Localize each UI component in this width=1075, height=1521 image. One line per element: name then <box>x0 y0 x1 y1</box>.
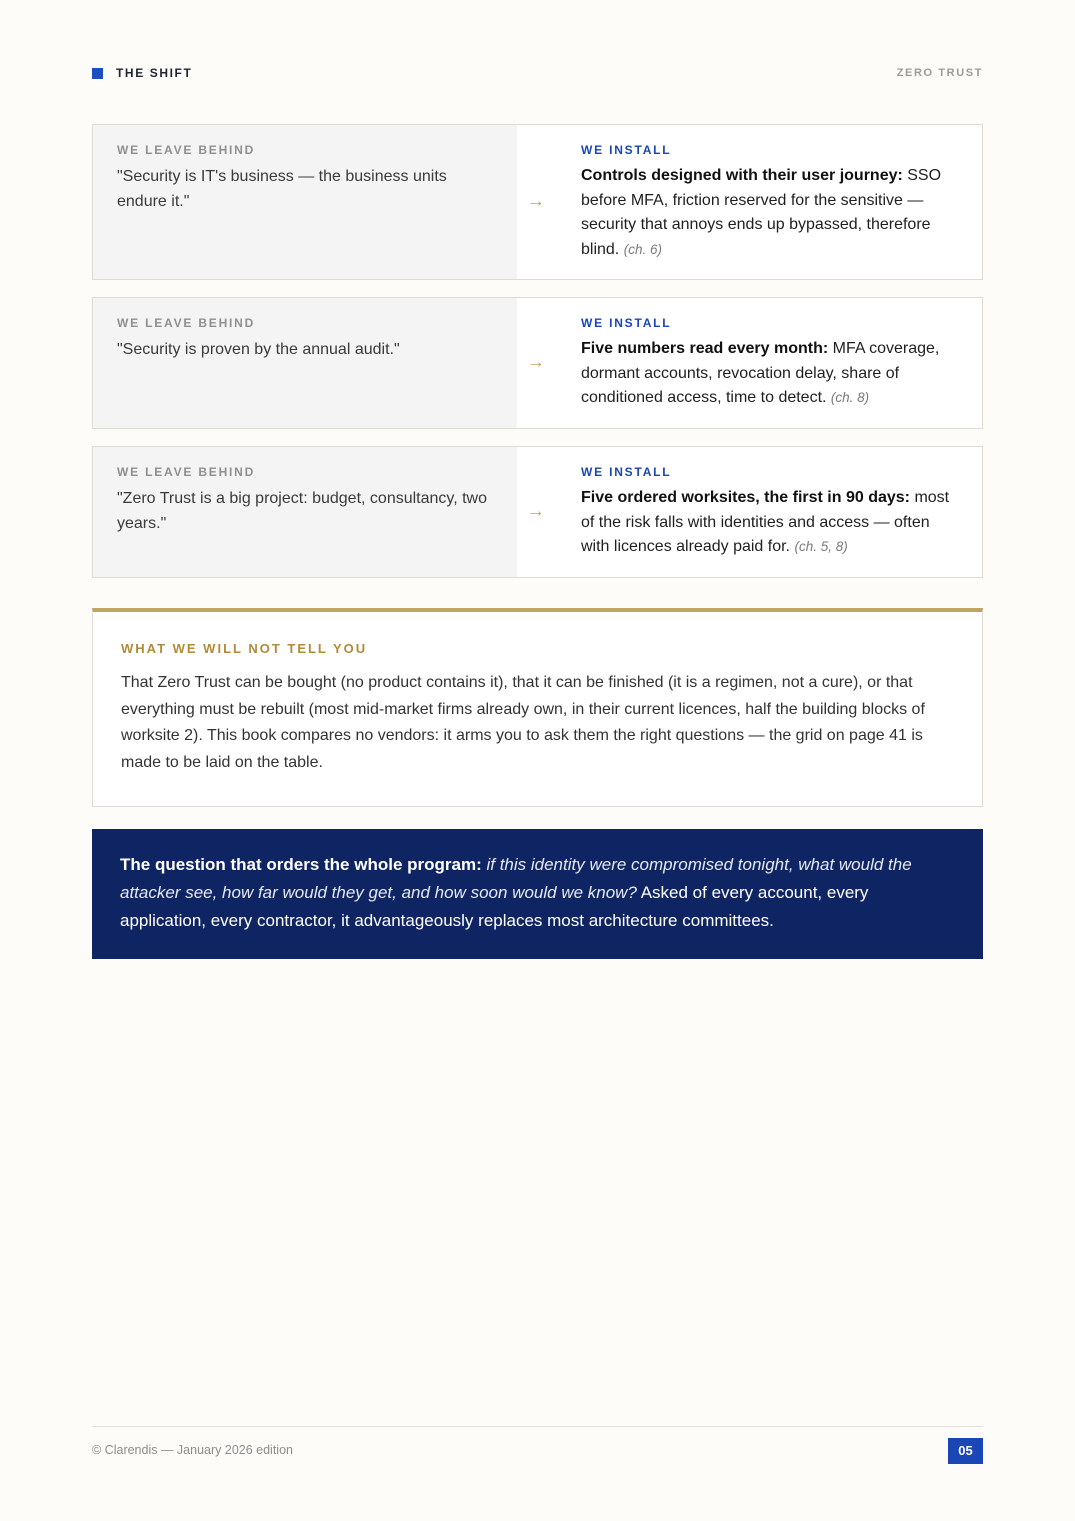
install-panel <box>557 125 982 279</box>
question-lead: The question that orders the whole program: <box>120 855 482 874</box>
shift-row <box>92 124 983 280</box>
install-panel <box>557 298 982 428</box>
copyright-notice: © Clarendis — January 2026 edition <box>92 1443 293 1457</box>
chapter-reference: (ch. 6) <box>623 241 662 257</box>
shift-row <box>92 446 983 578</box>
install-panel <box>557 447 982 577</box>
right-arrow-icon: → <box>527 351 545 372</box>
install-lead: Five numbers read every month: <box>581 340 829 357</box>
page <box>92 0 983 1521</box>
footer-divider <box>92 1426 983 1427</box>
leave-behind-panel <box>93 298 517 428</box>
page-number-badge: 05 <box>948 1438 983 1464</box>
caveat-body: That Zero Trust can be bought (no product contains it), that it can be finished (it is a regimen, not a cure), or that everything must be rebuilt (most mid-market firms already own, in their current licences, half the building blocks of worksite 2). This book compares no vendors: it arms you to ask them the right questions — the grid on page 41 is made to be laid on the table. <box>121 674 925 771</box>
leave-behind-quote: "Security is IT's business — the business units endure it." <box>117 168 447 210</box>
install-text: SSO before MFA, friction reserved for the sensitive — security that annoys ends up bypassed, therefore blind. <box>581 167 942 258</box>
leave-behind-label: WE LEAVE BEHIND <box>117 143 256 157</box>
leave-behind-quote: "Zero Trust is a big project: budget, consultancy, two years." <box>117 490 488 532</box>
leave-behind-quote: "Security is proven by the annual audit." <box>117 341 400 358</box>
install-lead: Five ordered worksites, the first in 90 days: <box>581 489 910 506</box>
chapter-reference: (ch. 8) <box>830 390 870 405</box>
page-header <box>92 66 983 82</box>
install-description <box>581 337 958 411</box>
right-arrow-icon: → <box>527 500 545 521</box>
arrow-column <box>517 298 557 428</box>
install-label: WE INSTALL <box>581 143 672 157</box>
right-arrow-icon: → <box>527 190 545 211</box>
arrow-column <box>517 125 557 279</box>
leave-behind-panel <box>93 447 517 577</box>
question-rest: Asked of every account, every application, every contractor, it advantageously replaces most architecture committees. <box>120 883 869 930</box>
caveat-label: WHAT WE WILL NOT TELL YOU <box>121 641 368 656</box>
question-italic: if this identity were compromised tonight, what would the attacker see, how far would they get, and how soon would we know? <box>120 855 912 902</box>
install-label: WE INSTALL <box>581 465 672 479</box>
running-title: ZERO TRUST <box>896 67 983 79</box>
leave-behind-panel <box>93 125 517 279</box>
install-description <box>581 486 958 560</box>
arrow-column <box>517 447 557 577</box>
install-description <box>581 164 958 262</box>
section-label: THE SHIFT <box>116 66 193 80</box>
leave-behind-label: WE LEAVE BEHIND <box>117 316 256 330</box>
install-text: most of the risk falls with identities and access — often with licences already paid for. <box>581 489 950 555</box>
leave-behind-label: WE LEAVE BEHIND <box>117 465 256 479</box>
chapter-reference: (ch. 5, 8) <box>794 539 848 554</box>
shift-row <box>92 297 983 429</box>
install-text: MFA coverage, dormant accounts, revocation delay, share of conditioned access, time to detect. <box>581 340 940 406</box>
key-question-box <box>92 829 983 959</box>
section-marker-square <box>92 68 103 79</box>
caveat-callout <box>92 608 983 807</box>
install-label: WE INSTALL <box>581 316 672 330</box>
install-lead: Controls designed with their user journey: <box>581 167 903 184</box>
